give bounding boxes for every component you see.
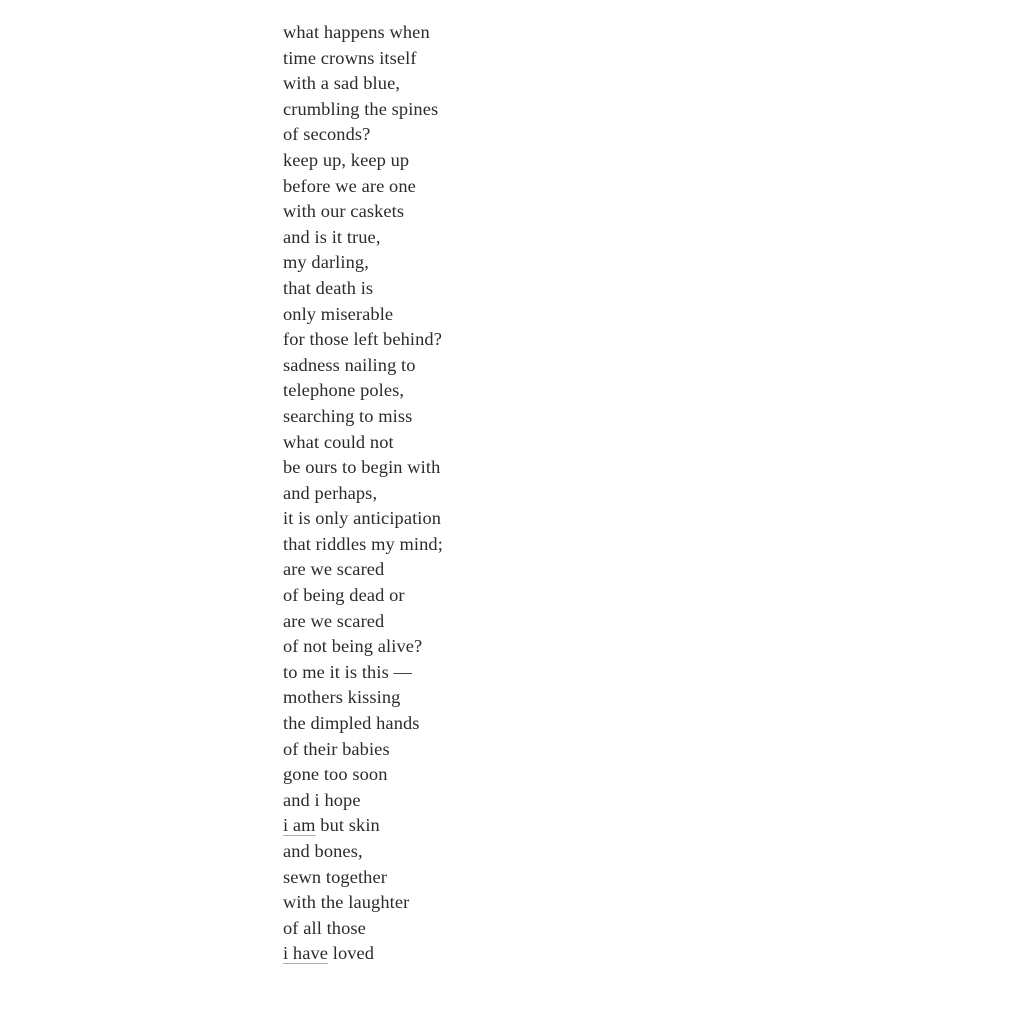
poem-line: before we are one xyxy=(283,175,416,196)
poem-line: time crowns itself xyxy=(283,47,417,68)
poem-line: of all those xyxy=(283,917,366,938)
poem-line: to me it is this — xyxy=(283,661,413,682)
poem-line: what happens when xyxy=(283,22,430,42)
poem-line: i am but skin xyxy=(283,815,380,836)
poem-line: gone too soon xyxy=(283,764,388,785)
poem-line: sadness nailing to xyxy=(283,354,416,375)
poem-line: and bones, xyxy=(283,841,363,861)
poem-line: crumbling the spines xyxy=(283,98,439,119)
poem-line: for those left behind? xyxy=(283,329,442,350)
poem-line: what could not xyxy=(283,431,394,452)
spellcheck-underline: i have xyxy=(283,943,329,964)
poem-line: my darling, xyxy=(283,252,369,273)
poem-line: and is it true, xyxy=(283,226,381,247)
poem-line: of their babies xyxy=(283,738,390,759)
poem-text xyxy=(283,20,443,967)
poem-line: i have loved xyxy=(283,943,375,964)
spellcheck-underline: i am xyxy=(283,815,316,836)
poem-line: sewn together xyxy=(283,866,387,887)
poem-line: are we scared xyxy=(283,559,385,580)
poem-line: keep up, keep up xyxy=(283,149,410,170)
poem-line: of not being alive? xyxy=(283,636,423,657)
poem-line: that death is xyxy=(283,277,374,298)
poem-line: the dimpled hands xyxy=(283,713,420,734)
poem-line: with the laughter xyxy=(283,892,410,913)
poem-line: it is only anticipation xyxy=(283,508,442,529)
poem-line: and perhaps, xyxy=(283,482,378,503)
poem-line: searching to miss xyxy=(283,405,413,426)
poem-line: that riddles my mind; xyxy=(283,533,443,554)
poem-line: mothers kissing xyxy=(283,687,401,708)
poem-line: and i hope xyxy=(283,789,361,810)
poem-line: are we scared xyxy=(283,610,385,631)
poem-line: with our caskets xyxy=(283,201,405,222)
poem-line: be ours to begin with xyxy=(283,457,441,478)
poem-line: telephone poles, xyxy=(283,380,405,401)
poem-line: of being dead or xyxy=(283,585,405,606)
poem-line: only miserable xyxy=(283,303,394,324)
poem-line: with a sad blue, xyxy=(283,73,401,94)
poem-line: of seconds? xyxy=(283,124,371,145)
